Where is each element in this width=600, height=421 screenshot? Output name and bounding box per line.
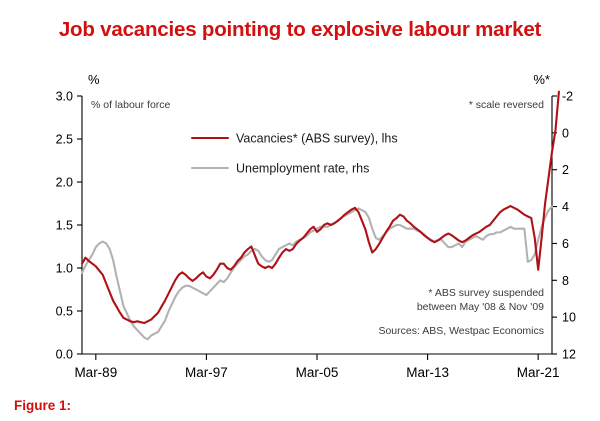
right-axis-unit-label: %* bbox=[533, 72, 550, 87]
y-left-tick-label: 3.0 bbox=[55, 89, 73, 104]
y-right-tick-label: -2 bbox=[562, 89, 574, 104]
y-left-tick-label: 0.5 bbox=[55, 304, 73, 319]
x-tick-label: Mar-89 bbox=[74, 365, 118, 380]
legend-label-vacancies: Vacancies* (ABS survey), lhs bbox=[236, 131, 398, 146]
scale-reversed-note: * scale reversed bbox=[468, 99, 544, 111]
legend-label-unemployment: Unemployment rate, rhs bbox=[236, 161, 370, 176]
survey-suspended-note-line1: * ABS survey suspended bbox=[428, 287, 544, 299]
y-left-tick-label: 2.0 bbox=[55, 175, 73, 190]
chart-title: Job vacancies pointing to explosive labour market bbox=[58, 18, 542, 41]
survey-suspended-note-line2: between May '08 & Nov '09 bbox=[416, 301, 544, 313]
x-tick-label: Mar-05 bbox=[295, 365, 339, 380]
y-right-tick-label: 12 bbox=[562, 347, 576, 362]
y-left-tick-label: 2.5 bbox=[55, 132, 73, 147]
x-tick-label: Mar-21 bbox=[516, 365, 560, 380]
y-right-tick-label: 4 bbox=[562, 200, 569, 215]
y-left-tick-label: 0.0 bbox=[55, 347, 73, 362]
chart-plot bbox=[0, 60, 600, 390]
x-tick-label: Mar-13 bbox=[406, 365, 449, 380]
y-left-tick-label: 1.5 bbox=[55, 218, 73, 233]
x-tick-label: Mar-97 bbox=[185, 365, 228, 380]
y-left-tick-label: 1.0 bbox=[55, 261, 73, 276]
left-axis-unit-label: % bbox=[88, 72, 100, 87]
figure-label: Figure 1: bbox=[14, 398, 72, 413]
y-right-tick-label: 10 bbox=[562, 310, 576, 325]
chart-area bbox=[0, 60, 600, 390]
sources-note: Sources: ABS, Westpac Economics bbox=[378, 325, 544, 337]
y-right-tick-label: 0 bbox=[562, 126, 569, 141]
y-right-tick-label: 8 bbox=[562, 273, 569, 288]
y-right-tick-label: 6 bbox=[562, 236, 569, 251]
subtitle-left-note: % of labour force bbox=[91, 99, 171, 111]
y-right-tick-label: 2 bbox=[562, 163, 569, 178]
